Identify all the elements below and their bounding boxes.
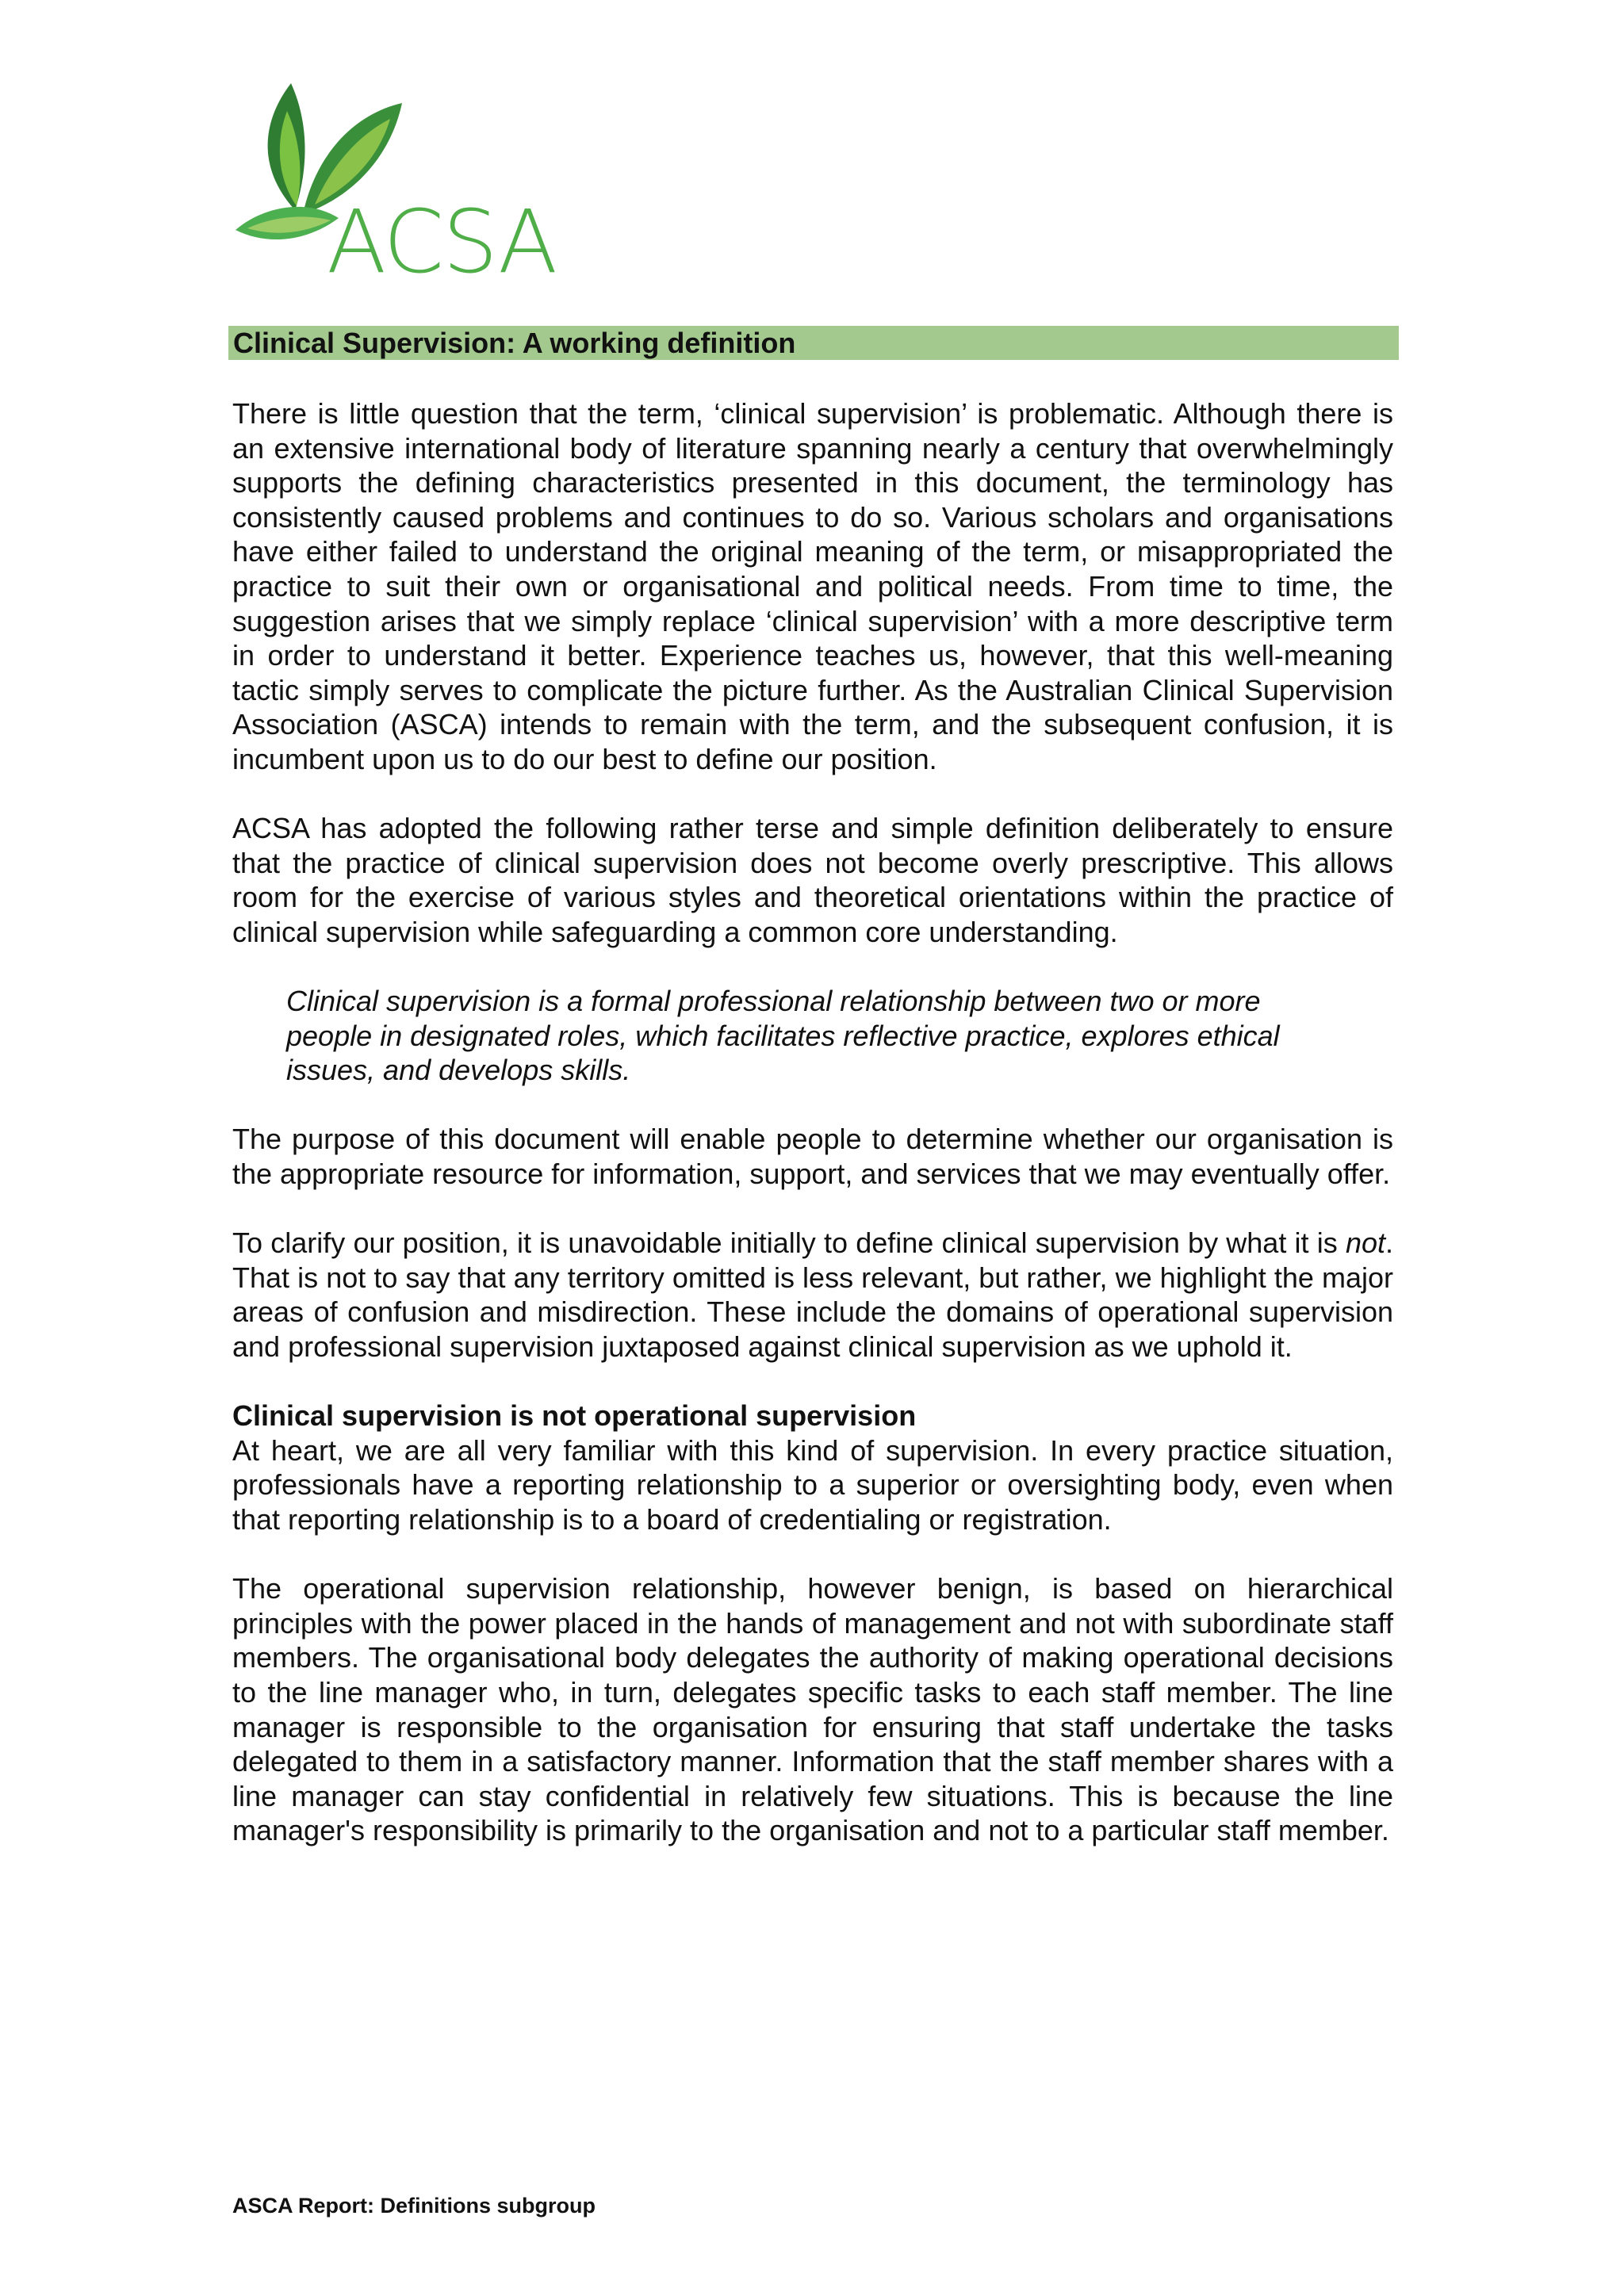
paragraph-clarify-end: . That is not to say that any territory omitted is less relevant, but rather, we highlight the major areas of confusion and misdirection. These include the domains of operational supervision and professional supervision juxtaposed against clinical supervision as we uphold it.	[232, 1226, 1393, 1364]
paragraph-definition-intro: ACSA has adopted the following rather terse and simple definition deliberately to ensure that the practice of clinical supervision does not become overly prescriptive. This allows room for the exercise of various styles and theoretical orientations within the practice of clinical supervision while safeguarding a common core understanding.	[232, 812, 1393, 948]
paragraph-operational: At heart, we are all very familiar with this kind of supervision. In every practice situation, professionals have a reporting relationship to a superior or oversighting body, even when that reporting relationship is to a board of credentialing or registration.	[232, 1433, 1393, 1536]
page-footer: ASCA Report: Definitions subgroup	[232, 2194, 596, 2218]
section-heading: Clinical supervision is not operational supervision	[232, 1399, 917, 1433]
emphasis-not: not	[1345, 1226, 1385, 1260]
page-title: Clinical Supervision: A working definition	[233, 327, 796, 359]
paragraph-purpose: The purpose of this document will enable people to determine whether our organisation is the appropriate resource for information, support, and services that we may eventually offer.	[232, 1123, 1393, 1191]
paragraph-hierarchy: The operational supervision relationship, however benign, is based on hierarchical principles with the power placed in the hands of management and not with subordinate staff members. The organisational body delegates the authority of making operational decisions to the line manager who, in turn, delegates specific tasks to each staff member. The line manager is responsible to the organisation for ensuring that staff undertake the tasks delegated to them in a satisfactory manner. Information that the staff member shares with a line manager can stay confidential in relatively few situations. This is because the line manager's responsibility is primarily to the organisation and not to a particular staff member.	[232, 1572, 1393, 1847]
paragraph-clarify-start: To clarify our position, it is unavoidable initially to define clinical supervision by what it is	[232, 1226, 1346, 1260]
definition-quote: Clinical supervision is a formal professional relationship between two or more people in designated roles, which facilitates reflective practice, explores ethical issues, and develops skills.	[286, 985, 1280, 1087]
acsa-logo	[232, 79, 557, 293]
paragraph-clarify	[232, 1226, 1393, 1364]
paragraph-intro: There is little question that the term, ‘clinical supervision’ is problematic. Although there is an extensive international body of literature spanning nearly a century that overwhelmingly supports the defining characteristics presented in this document, the terminology has consistently caused problems and continues to do so. Various scholars and organisations have either failed to understand the original meaning of the term, or misappropriated the practice to suit their own or organisational and political needs. From time to time, the suggestion arises that we simply replace ‘clinical supervision’ with a more descriptive term in order to understand it better. Experience teaches us, however, that this well-meaning tactic simply serves to complicate the picture further. As the Australian Clinical Supervision Association (ASCA) intends to remain with the term, and the subsequent confusion, it is incumbent upon us to do our best to define our position.	[232, 397, 1393, 775]
logo-text: ACSA	[327, 191, 557, 293]
document-body	[232, 396, 1393, 1848]
heading-bar	[228, 326, 1399, 360]
